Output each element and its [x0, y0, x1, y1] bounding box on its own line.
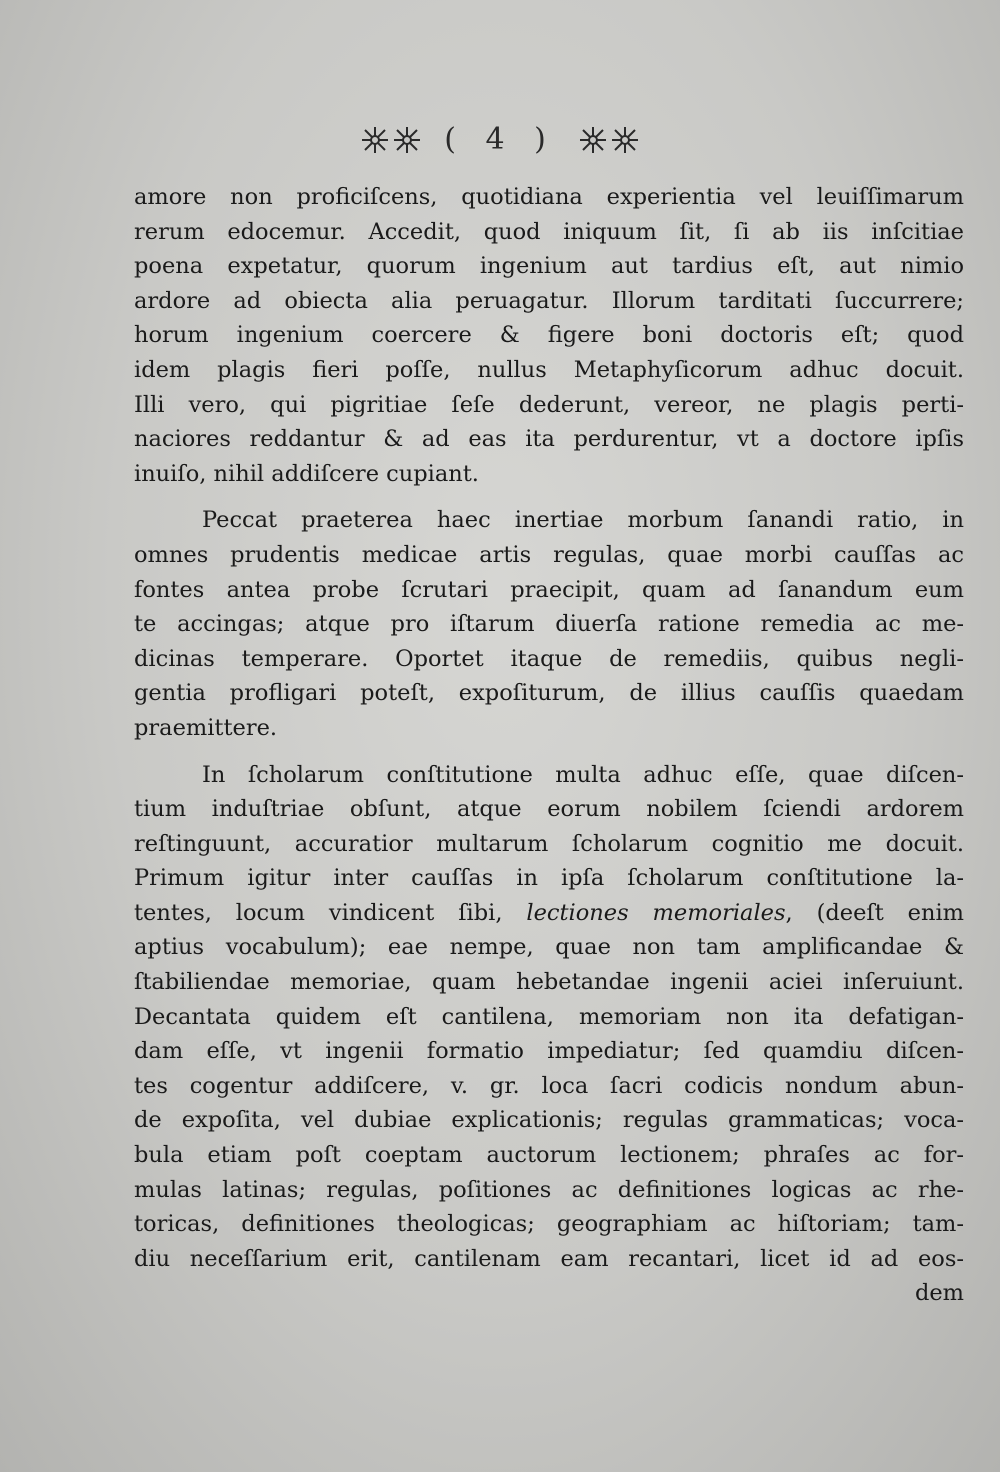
text-line: Primum igitur inter cauſſas in ipſa ſcholarum conſtitutione la- [134, 865, 964, 892]
text-line: fontes antea probe ſcrutari praecipit, quam ad ſanandum eum [134, 576, 964, 603]
text-line: tes cogentur addiſcere, v. gr. loca ſacri codicis nondum abun- [134, 1072, 964, 1099]
text-line: mulas latinas; regulas, poſitiones ac definitiones logicas ac rhe- [134, 1176, 964, 1203]
text-line: ſtabiliendae memoriae, quam hebetandae ingenii aciei inſeruiunt. [134, 969, 964, 996]
text-line: diu neceſſarium erit, cantilenam eam recantari, licet id ad eos- [134, 1245, 964, 1272]
text-line: rerum edocemur. Accedit, quod iniquum ſit, ſi ab iis inſcitiae [134, 218, 964, 245]
text-line: toricas, definitiones theologicas; geographiam ac hiſtoriam; tam- [134, 1211, 964, 1238]
text-line: naciores reddantur & ad eas ita perdurentur, vt a doctore ipſis [134, 426, 964, 453]
text-line: Peccat praeterea haec inertiae morbum ſanandi ratio, in [202, 507, 964, 534]
text-line: amore non proficiſcens, quotidiana experientia vel leuiſſimarum [134, 184, 964, 210]
italic-term: lectiones memoriales [526, 899, 786, 926]
text-line: reſtinguunt, accuratior multarum ſcholarum cognitio me docuit. [134, 830, 964, 857]
text-line: horum ingenium coercere & figere boni doctoris eſt; quod [134, 322, 964, 349]
text-line: idem plagis fieri poſſe, nullus Metaphyſicorum adhuc docuit. [134, 356, 964, 383]
text-line: te accingas; atque pro iſtarum diuerſa ratione remedia ac me- [134, 611, 964, 638]
body-text [134, 180, 964, 1311]
text-line: de expoſita, vel dubiae explicationis; regulas grammaticas; voca- [134, 1107, 964, 1134]
catchword: dem [914, 1280, 964, 1307]
text-line: gentia profligari poteſt, expoſiturum, de illius cauſſis quaedam [134, 680, 964, 707]
text-line: tentes, locum vindicent ſibi, lectiones memoriales, (deeſt enim [134, 899, 964, 926]
text-line: In ſcholarum conſtitutione multa adhuc eſſe, quae diſcen- [202, 761, 964, 788]
text-line: dam eſſe, vt ingenii formatio impediatur; ſed quamdiu diſcen- [134, 1038, 964, 1065]
text-line: aptius vocabulum); eae nempe, quae non tam amplificandae & [134, 934, 964, 961]
text-line: inuiſo, nihil addiſcere cupiant. [134, 460, 479, 487]
text-line: ardore ad obiecta alia peruagatur. Illorum tarditati ſuccurrere; [134, 287, 964, 314]
paragraph-2 [134, 503, 964, 745]
text-line: Illi vero, qui pigritiae ſeſe dederunt, vereor, ne plagis perti- [134, 391, 964, 418]
page-header [0, 122, 1000, 157]
paragraph-1 [134, 180, 964, 491]
text-line: tium induſtriae obſunt, atque eorum nobilem ſciendi ardorem [134, 796, 964, 823]
text-line: bula etiam poſt coeptam auctorum lectionem; phraſes ac for- [134, 1142, 964, 1169]
text-line: poena expetatur, quorum ingenium aut tardius eſt, aut nimio [134, 253, 964, 280]
text-line: Decantata quidem eſt cantilena, memoriam non ita defatigan- [134, 1003, 964, 1030]
paragraph-3 [134, 758, 964, 1312]
text-line: omnes prudentis medicae artis regulas, quae morbi cauſſas ac [134, 541, 964, 568]
page-number: ( 4 ) [444, 122, 556, 157]
text-line: dicinas temperare. Oportet itaque de remediis, quibus negli- [134, 645, 964, 672]
right-ornament-icon [578, 125, 640, 155]
left-ornament-icon [360, 125, 422, 155]
text-line: praemittere. [134, 714, 278, 741]
